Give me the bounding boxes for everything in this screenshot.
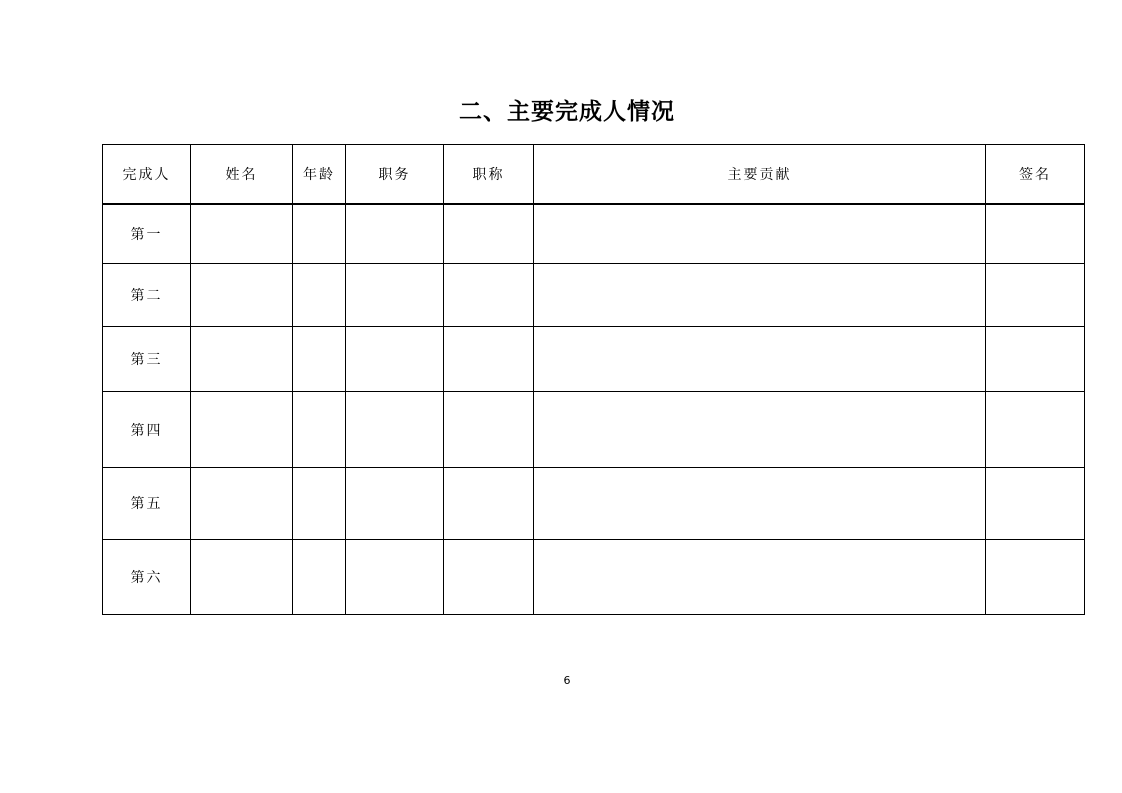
row-label: 第四 — [103, 392, 191, 467]
name-cell[interactable] — [191, 204, 293, 264]
position-cell[interactable] — [346, 539, 444, 614]
signature-cell[interactable] — [986, 467, 1085, 539]
position-cell[interactable] — [346, 467, 444, 539]
age-cell[interactable] — [293, 327, 346, 392]
contribution-cell[interactable] — [534, 204, 986, 264]
position-cell[interactable] — [346, 392, 444, 467]
header-main-contribution: 主要贡献 — [534, 145, 986, 204]
contributors-table — [102, 144, 1085, 615]
header-signature: 签名 — [986, 145, 1085, 204]
page-number: 6 — [563, 674, 571, 687]
row-label: 第二 — [103, 264, 191, 327]
header-title: 职称 — [444, 145, 534, 204]
table-row — [103, 467, 1085, 539]
title-cell[interactable] — [444, 264, 534, 327]
signature-cell[interactable] — [986, 392, 1085, 467]
header-completer: 完成人 — [103, 145, 191, 204]
title-cell[interactable] — [444, 467, 534, 539]
name-cell[interactable] — [191, 392, 293, 467]
table-row — [103, 264, 1085, 327]
name-cell[interactable] — [191, 327, 293, 392]
signature-cell[interactable] — [986, 204, 1085, 264]
title-cell[interactable] — [444, 392, 534, 467]
name-cell[interactable] — [191, 539, 293, 614]
page-title: 二、主要完成人情况 — [459, 99, 675, 125]
signature-cell[interactable] — [986, 539, 1085, 614]
row-label: 第三 — [103, 327, 191, 392]
table-row — [103, 327, 1085, 392]
header-age: 年龄 — [293, 145, 346, 204]
title-cell[interactable] — [444, 539, 534, 614]
header-name: 姓名 — [191, 145, 293, 204]
row-label: 第六 — [103, 539, 191, 614]
table-row — [103, 204, 1085, 264]
title-cell[interactable] — [444, 327, 534, 392]
table-row — [103, 392, 1085, 467]
header-position: 职务 — [346, 145, 444, 204]
age-cell[interactable] — [293, 539, 346, 614]
age-cell[interactable] — [293, 264, 346, 327]
age-cell[interactable] — [293, 467, 346, 539]
row-label: 第五 — [103, 467, 191, 539]
title-cell[interactable] — [444, 204, 534, 264]
signature-cell[interactable] — [986, 264, 1085, 327]
name-cell[interactable] — [191, 467, 293, 539]
contributors-table-container — [102, 144, 1084, 615]
table-header-row — [103, 145, 1085, 204]
contribution-cell[interactable] — [534, 467, 986, 539]
contribution-cell[interactable] — [534, 539, 986, 614]
position-cell[interactable] — [346, 264, 444, 327]
contribution-cell[interactable] — [534, 264, 986, 327]
age-cell[interactable] — [293, 204, 346, 264]
position-cell[interactable] — [346, 327, 444, 392]
signature-cell[interactable] — [986, 327, 1085, 392]
name-cell[interactable] — [191, 264, 293, 327]
contribution-cell[interactable] — [534, 327, 986, 392]
table-row — [103, 539, 1085, 614]
age-cell[interactable] — [293, 392, 346, 467]
position-cell[interactable] — [346, 204, 444, 264]
contribution-cell[interactable] — [534, 392, 986, 467]
row-label: 第一 — [103, 204, 191, 264]
